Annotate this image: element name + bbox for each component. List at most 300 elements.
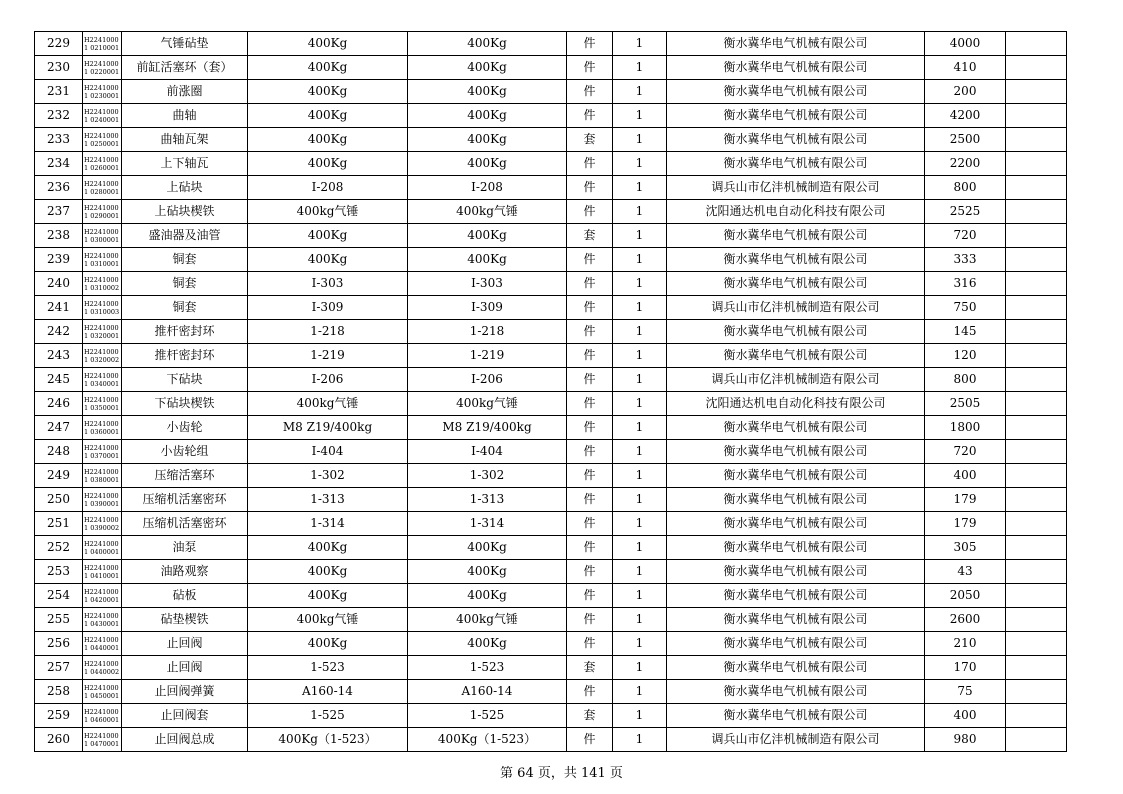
row-number-cell: 246	[35, 392, 83, 416]
row-number-cell: 245	[35, 368, 83, 392]
spec-cell: I-303	[248, 272, 408, 296]
table-row	[35, 632, 1067, 656]
row-number-cell: 248	[35, 440, 83, 464]
supplier-cell: 衡水冀华电气机械有限公司	[667, 152, 925, 176]
unit-cell: 件	[567, 248, 613, 272]
note-cell	[1006, 104, 1067, 128]
quantity-cell: 1	[613, 440, 667, 464]
quantity-cell: 1	[613, 224, 667, 248]
note-cell	[1006, 224, 1067, 248]
price-cell: 980	[925, 728, 1006, 752]
table-row	[35, 104, 1067, 128]
unit-cell: 件	[567, 152, 613, 176]
table-row	[35, 368, 1067, 392]
supplier-cell: 沈阳通达机电自动化科技有限公司	[667, 392, 925, 416]
material-code-cell: H22410001 0400001	[83, 536, 122, 560]
part-name-cell: 下砧块楔铁	[122, 392, 248, 416]
model-cell: I-206	[408, 368, 567, 392]
quantity-cell: 1	[613, 320, 667, 344]
table-row	[35, 344, 1067, 368]
part-name-cell: 盛油器及油管	[122, 224, 248, 248]
quantity-cell: 1	[613, 248, 667, 272]
spec-cell: 400Kg	[248, 104, 408, 128]
model-cell: 400Kg	[408, 632, 567, 656]
spec-cell: 400Kg	[248, 56, 408, 80]
model-cell: 400Kg	[408, 224, 567, 248]
material-code-cell: H22410001 0390002	[83, 512, 122, 536]
model-cell: 1-313	[408, 488, 567, 512]
part-name-cell: 前缸活塞环（套）	[122, 56, 248, 80]
part-name-cell: 曲轴瓦架	[122, 128, 248, 152]
row-number-cell: 249	[35, 464, 83, 488]
table-row	[35, 728, 1067, 752]
table-row	[35, 32, 1067, 56]
price-cell: 179	[925, 488, 1006, 512]
unit-cell: 件	[567, 296, 613, 320]
price-cell: 75	[925, 680, 1006, 704]
material-code-cell: H22410001 0260001	[83, 152, 122, 176]
part-name-cell: 推杆密封环	[122, 320, 248, 344]
note-cell	[1006, 248, 1067, 272]
part-name-cell: 上砧块楔铁	[122, 200, 248, 224]
unit-cell: 件	[567, 488, 613, 512]
model-cell: 400Kg	[408, 536, 567, 560]
spec-cell: 400Kg	[248, 632, 408, 656]
note-cell	[1006, 296, 1067, 320]
row-number-cell: 258	[35, 680, 83, 704]
model-cell: 400Kg	[408, 152, 567, 176]
row-number-cell: 236	[35, 176, 83, 200]
part-name-cell: 曲轴	[122, 104, 248, 128]
note-cell	[1006, 368, 1067, 392]
supplier-cell: 衡水冀华电气机械有限公司	[667, 464, 925, 488]
part-name-cell: 铜套	[122, 248, 248, 272]
model-cell: I-208	[408, 176, 567, 200]
table-row	[35, 704, 1067, 728]
price-cell: 333	[925, 248, 1006, 272]
supplier-cell: 衡水冀华电气机械有限公司	[667, 704, 925, 728]
table-row	[35, 656, 1067, 680]
supplier-cell: 衡水冀华电气机械有限公司	[667, 632, 925, 656]
price-cell: 120	[925, 344, 1006, 368]
part-name-cell: 止回阀弹簧	[122, 680, 248, 704]
part-name-cell: 止回阀套	[122, 704, 248, 728]
model-cell: 400Kg	[408, 560, 567, 584]
table-row	[35, 272, 1067, 296]
supplier-cell: 调兵山市亿沣机械制造有限公司	[667, 296, 925, 320]
part-name-cell: 压缩活塞环	[122, 464, 248, 488]
supplier-cell: 衡水冀华电气机械有限公司	[667, 536, 925, 560]
note-cell	[1006, 704, 1067, 728]
quantity-cell: 1	[613, 296, 667, 320]
table-row	[35, 608, 1067, 632]
spec-cell: 400kg气锤	[248, 392, 408, 416]
spec-cell: 400Kg	[248, 32, 408, 56]
unit-cell: 套	[567, 224, 613, 248]
note-cell	[1006, 320, 1067, 344]
supplier-cell: 衡水冀华电气机械有限公司	[667, 56, 925, 80]
model-cell: 400kg气锤	[408, 200, 567, 224]
part-name-cell: 小齿轮组	[122, 440, 248, 464]
quantity-cell: 1	[613, 656, 667, 680]
note-cell	[1006, 488, 1067, 512]
spec-cell: I-208	[248, 176, 408, 200]
supplier-cell: 衡水冀华电气机械有限公司	[667, 416, 925, 440]
part-name-cell: 铜套	[122, 272, 248, 296]
quantity-cell: 1	[613, 152, 667, 176]
row-number-cell: 250	[35, 488, 83, 512]
spec-cell: 400Kg	[248, 536, 408, 560]
table-row	[35, 200, 1067, 224]
row-number-cell: 237	[35, 200, 83, 224]
spec-cell: A160-14	[248, 680, 408, 704]
spec-cell: 400Kg	[248, 128, 408, 152]
spec-cell: 400Kg（1-523）	[248, 728, 408, 752]
row-number-cell: 247	[35, 416, 83, 440]
spec-cell: 400kg气锤	[248, 200, 408, 224]
supplier-cell: 衡水冀华电气机械有限公司	[667, 344, 925, 368]
model-cell: 1-314	[408, 512, 567, 536]
table-body	[35, 32, 1067, 752]
price-cell: 2525	[925, 200, 1006, 224]
quantity-cell: 1	[613, 728, 667, 752]
part-name-cell: 止回阀总成	[122, 728, 248, 752]
row-number-cell: 255	[35, 608, 83, 632]
unit-cell: 件	[567, 584, 613, 608]
note-cell	[1006, 632, 1067, 656]
model-cell: 400Kg	[408, 128, 567, 152]
supplier-cell: 衡水冀华电气机械有限公司	[667, 560, 925, 584]
table-row	[35, 584, 1067, 608]
quantity-cell: 1	[613, 632, 667, 656]
part-name-cell: 油泵	[122, 536, 248, 560]
table-row	[35, 488, 1067, 512]
material-code-cell: H22410001 0410001	[83, 560, 122, 584]
quantity-cell: 1	[613, 704, 667, 728]
unit-cell: 件	[567, 32, 613, 56]
page-footer: 第 64 页，共 141 页	[500, 766, 623, 781]
row-number-cell: 251	[35, 512, 83, 536]
unit-cell: 件	[567, 104, 613, 128]
quantity-cell: 1	[613, 488, 667, 512]
price-cell: 410	[925, 56, 1006, 80]
part-name-cell: 止回阀	[122, 656, 248, 680]
spec-cell: 400Kg	[248, 248, 408, 272]
note-cell	[1006, 272, 1067, 296]
note-cell	[1006, 32, 1067, 56]
material-code-cell: H22410001 0390001	[83, 488, 122, 512]
model-cell: A160-14	[408, 680, 567, 704]
quantity-cell: 1	[613, 536, 667, 560]
supplier-cell: 衡水冀华电气机械有限公司	[667, 104, 925, 128]
table-row	[35, 512, 1067, 536]
price-cell: 800	[925, 176, 1006, 200]
note-cell	[1006, 656, 1067, 680]
note-cell	[1006, 392, 1067, 416]
table-row	[35, 56, 1067, 80]
quantity-cell: 1	[613, 104, 667, 128]
unit-cell: 件	[567, 200, 613, 224]
price-cell: 2050	[925, 584, 1006, 608]
row-number-cell: 239	[35, 248, 83, 272]
part-name-cell: 上下轴瓦	[122, 152, 248, 176]
material-code-cell: H22410001 0230001	[83, 80, 122, 104]
row-number-cell: 232	[35, 104, 83, 128]
row-number-cell: 256	[35, 632, 83, 656]
supplier-cell: 衡水冀华电气机械有限公司	[667, 440, 925, 464]
quantity-cell: 1	[613, 392, 667, 416]
unit-cell: 件	[567, 80, 613, 104]
supplier-cell: 调兵山市亿沣机械制造有限公司	[667, 728, 925, 752]
spec-cell: 1-314	[248, 512, 408, 536]
price-cell: 400	[925, 464, 1006, 488]
model-cell: 400Kg	[408, 80, 567, 104]
row-number-cell: 240	[35, 272, 83, 296]
supplier-cell: 衡水冀华电气机械有限公司	[667, 512, 925, 536]
model-cell: 1-525	[408, 704, 567, 728]
spec-cell: 1-525	[248, 704, 408, 728]
model-cell: 1-302	[408, 464, 567, 488]
supplier-cell: 衡水冀华电气机械有限公司	[667, 656, 925, 680]
spec-cell: 1-219	[248, 344, 408, 368]
model-cell: 400Kg	[408, 32, 567, 56]
unit-cell: 件	[567, 680, 613, 704]
price-cell: 2500	[925, 128, 1006, 152]
model-cell: M8 Z19/400kg	[408, 416, 567, 440]
price-cell: 2600	[925, 608, 1006, 632]
spec-cell: 400Kg	[248, 224, 408, 248]
model-cell: 400Kg	[408, 248, 567, 272]
note-cell	[1006, 680, 1067, 704]
price-cell: 2200	[925, 152, 1006, 176]
spec-cell: 1-218	[248, 320, 408, 344]
supplier-cell: 衡水冀华电气机械有限公司	[667, 80, 925, 104]
row-number-cell: 252	[35, 536, 83, 560]
note-cell	[1006, 344, 1067, 368]
note-cell	[1006, 440, 1067, 464]
spec-cell: 400Kg	[248, 80, 408, 104]
price-cell: 2505	[925, 392, 1006, 416]
note-cell	[1006, 80, 1067, 104]
material-code-cell: H22410001 0460001	[83, 704, 122, 728]
table-row	[35, 536, 1067, 560]
supplier-cell: 沈阳通达机电自动化科技有限公司	[667, 200, 925, 224]
row-number-cell: 233	[35, 128, 83, 152]
table-row	[35, 224, 1067, 248]
note-cell	[1006, 536, 1067, 560]
spec-cell: 1-302	[248, 464, 408, 488]
row-number-cell: 257	[35, 656, 83, 680]
part-name-cell: 上砧块	[122, 176, 248, 200]
supplier-cell: 衡水冀华电气机械有限公司	[667, 32, 925, 56]
unit-cell: 套	[567, 656, 613, 680]
material-code-cell: H22410001 0310001	[83, 248, 122, 272]
quantity-cell: 1	[613, 560, 667, 584]
row-number-cell: 231	[35, 80, 83, 104]
material-code-cell: H22410001 0310003	[83, 296, 122, 320]
quantity-cell: 1	[613, 56, 667, 80]
note-cell	[1006, 416, 1067, 440]
unit-cell: 件	[567, 368, 613, 392]
note-cell	[1006, 464, 1067, 488]
spec-cell: I-206	[248, 368, 408, 392]
price-cell: 800	[925, 368, 1006, 392]
unit-cell: 件	[567, 464, 613, 488]
price-cell: 305	[925, 536, 1006, 560]
spec-cell: 400Kg	[248, 152, 408, 176]
unit-cell: 件	[567, 320, 613, 344]
model-cell: I-404	[408, 440, 567, 464]
quantity-cell: 1	[613, 584, 667, 608]
price-cell: 1800	[925, 416, 1006, 440]
row-number-cell: 234	[35, 152, 83, 176]
unit-cell: 件	[567, 608, 613, 632]
price-cell: 145	[925, 320, 1006, 344]
material-code-cell: H22410001 0340001	[83, 368, 122, 392]
material-code-cell: H22410001 0320001	[83, 320, 122, 344]
unit-cell: 件	[567, 176, 613, 200]
quantity-cell: 1	[613, 344, 667, 368]
model-cell: 1-218	[408, 320, 567, 344]
note-cell	[1006, 560, 1067, 584]
note-cell	[1006, 608, 1067, 632]
row-number-cell: 260	[35, 728, 83, 752]
quantity-cell: 1	[613, 368, 667, 392]
table-row	[35, 416, 1067, 440]
supplier-cell: 衡水冀华电气机械有限公司	[667, 128, 925, 152]
quantity-cell: 1	[613, 80, 667, 104]
material-code-cell: H22410001 0440001	[83, 632, 122, 656]
parts-table	[34, 31, 1067, 752]
row-number-cell: 238	[35, 224, 83, 248]
part-name-cell: 推杆密封环	[122, 344, 248, 368]
spec-cell: I-404	[248, 440, 408, 464]
supplier-cell: 衡水冀华电气机械有限公司	[667, 248, 925, 272]
part-name-cell: 砧垫楔铁	[122, 608, 248, 632]
material-code-cell: H22410001 0450001	[83, 680, 122, 704]
unit-cell: 件	[567, 416, 613, 440]
model-cell: 400Kg（1-523）	[408, 728, 567, 752]
price-cell: 210	[925, 632, 1006, 656]
material-code-cell: H22410001 0240001	[83, 104, 122, 128]
part-name-cell: 前涨圈	[122, 80, 248, 104]
material-code-cell: H22410001 0250001	[83, 128, 122, 152]
model-cell: 400Kg	[408, 584, 567, 608]
model-cell: 400kg气锤	[408, 392, 567, 416]
price-cell: 750	[925, 296, 1006, 320]
table-row	[35, 176, 1067, 200]
note-cell	[1006, 128, 1067, 152]
part-name-cell: 小齿轮	[122, 416, 248, 440]
part-name-cell: 压缩机活塞密环	[122, 488, 248, 512]
quantity-cell: 1	[613, 200, 667, 224]
price-cell: 170	[925, 656, 1006, 680]
model-cell: I-309	[408, 296, 567, 320]
material-code-cell: H22410001 0440002	[83, 656, 122, 680]
note-cell	[1006, 152, 1067, 176]
unit-cell: 件	[567, 512, 613, 536]
table-row	[35, 152, 1067, 176]
unit-cell: 件	[567, 560, 613, 584]
spec-cell: 400Kg	[248, 560, 408, 584]
table-row	[35, 560, 1067, 584]
material-code-cell: H22410001 0310002	[83, 272, 122, 296]
row-number-cell: 259	[35, 704, 83, 728]
price-cell: 400	[925, 704, 1006, 728]
material-code-cell: H22410001 0360001	[83, 416, 122, 440]
spec-cell: 1-313	[248, 488, 408, 512]
price-cell: 4200	[925, 104, 1006, 128]
quantity-cell: 1	[613, 464, 667, 488]
row-number-cell: 243	[35, 344, 83, 368]
spec-cell: I-309	[248, 296, 408, 320]
part-name-cell: 止回阀	[122, 632, 248, 656]
row-number-cell: 241	[35, 296, 83, 320]
table-row	[35, 392, 1067, 416]
supplier-cell: 衡水冀华电气机械有限公司	[667, 224, 925, 248]
supplier-cell: 调兵山市亿沣机械制造有限公司	[667, 368, 925, 392]
part-name-cell: 下砧块	[122, 368, 248, 392]
row-number-cell: 242	[35, 320, 83, 344]
unit-cell: 件	[567, 536, 613, 560]
unit-cell: 套	[567, 704, 613, 728]
spec-cell: M8 Z19/400kg	[248, 416, 408, 440]
part-name-cell: 气锤砧垫	[122, 32, 248, 56]
note-cell	[1006, 512, 1067, 536]
material-code-cell: H22410001 0300001	[83, 224, 122, 248]
part-name-cell: 压缩机活塞密环	[122, 512, 248, 536]
supplier-cell: 衡水冀华电气机械有限公司	[667, 488, 925, 512]
unit-cell: 套	[567, 128, 613, 152]
quantity-cell: 1	[613, 128, 667, 152]
quantity-cell: 1	[613, 416, 667, 440]
supplier-cell: 调兵山市亿沣机械制造有限公司	[667, 176, 925, 200]
supplier-cell: 衡水冀华电气机械有限公司	[667, 608, 925, 632]
spec-cell: 1-523	[248, 656, 408, 680]
price-cell: 200	[925, 80, 1006, 104]
price-cell: 179	[925, 512, 1006, 536]
table-row	[35, 680, 1067, 704]
material-code-cell: H22410001 0220001	[83, 56, 122, 80]
unit-cell: 件	[567, 344, 613, 368]
price-cell: 4000	[925, 32, 1006, 56]
quantity-cell: 1	[613, 272, 667, 296]
unit-cell: 件	[567, 392, 613, 416]
note-cell	[1006, 200, 1067, 224]
row-number-cell: 229	[35, 32, 83, 56]
material-code-cell: H22410001 0470001	[83, 728, 122, 752]
table-row	[35, 128, 1067, 152]
model-cell: I-303	[408, 272, 567, 296]
unit-cell: 件	[567, 728, 613, 752]
table-row	[35, 296, 1067, 320]
table-row	[35, 440, 1067, 464]
part-name-cell: 油路观察	[122, 560, 248, 584]
table-row	[35, 248, 1067, 272]
quantity-cell: 1	[613, 176, 667, 200]
material-code-cell: H22410001 0370001	[83, 440, 122, 464]
price-cell: 43	[925, 560, 1006, 584]
spec-cell: 400Kg	[248, 584, 408, 608]
unit-cell: 件	[567, 56, 613, 80]
material-code-cell: H22410001 0420001	[83, 584, 122, 608]
row-number-cell: 230	[35, 56, 83, 80]
table-row	[35, 464, 1067, 488]
material-code-cell: H22410001 0320002	[83, 344, 122, 368]
model-cell: 1-219	[408, 344, 567, 368]
table-row	[35, 320, 1067, 344]
supplier-cell: 衡水冀华电气机械有限公司	[667, 272, 925, 296]
